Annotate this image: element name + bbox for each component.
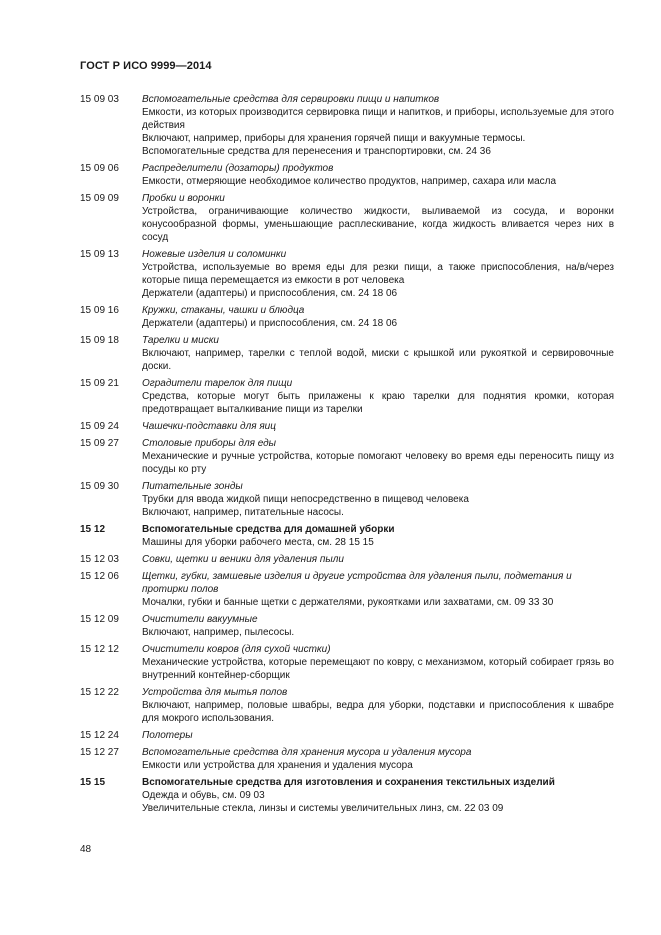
- entry-code: 15 12 24: [80, 730, 119, 741]
- entry-title: Тарелки и миски: [142, 335, 219, 346]
- entry-title: Вспомогательные средства для домашней уборки: [142, 524, 395, 535]
- classification-entry: [80, 248, 614, 300]
- entry-code: 15 12 09: [80, 614, 119, 625]
- entry-body: [142, 613, 614, 639]
- entry-code: 15 09 16: [80, 305, 119, 316]
- entry-title: Распределители (дозаторы) продуктов: [142, 163, 334, 174]
- entry-description: Включают, например, половые швабры, ведра для уборки, подставки и приспособления к швабре для мокрого использования.: [142, 700, 614, 724]
- entry-title: Полотеры: [142, 730, 193, 741]
- entry-title: Совки, щетки и веники для удаления пыли: [142, 554, 344, 565]
- entry-code: 15 12 06: [80, 571, 119, 582]
- entry-body: [142, 553, 614, 566]
- entry-description: Держатели (адаптеры) и приспособления, см. 24 18 06: [142, 318, 398, 329]
- entry-body: [142, 480, 614, 519]
- classification-entry: [80, 377, 614, 416]
- entry-body: [142, 377, 614, 416]
- entry-description: Включают, например, питательные насосы.: [142, 507, 344, 518]
- entry-code: 15 12: [80, 524, 106, 535]
- entry-description: Средства, которые могут быть прилажены к краю тарелки для поднятия кромки, которая предотвращает выталкивание пищи из тарелки: [142, 391, 614, 415]
- entry-description: Устройства, ограничивающие количество жидкости, выливаемой из сосуда, и воронки конусообразной формы, уменьшающие расплескивание, когда жидкость вливается через них в сосуд: [142, 206, 614, 243]
- classification-entry: [80, 686, 614, 725]
- entry-body: [142, 304, 614, 330]
- entry-description: Включают, например, приборы для хранения горячей пищи и вакуумные термосы.: [142, 133, 526, 144]
- classification-entry: [80, 334, 614, 373]
- entry-body: [142, 248, 614, 300]
- entry-code: 15 09 03: [80, 94, 119, 105]
- entry-code: 15 09 18: [80, 335, 119, 346]
- document-header: ГОСТ Р ИСО 9999—2014: [80, 60, 212, 72]
- classification-entry: [80, 570, 614, 609]
- classification-entry: [80, 746, 614, 772]
- classification-entry: [80, 553, 614, 566]
- entry-code: 15 12 27: [80, 747, 119, 758]
- classification-entry: [80, 162, 614, 188]
- classification-entry: [80, 523, 614, 549]
- entry-code: 15 15: [80, 777, 106, 788]
- entry-title: Вспомогательные средства для хранения мусора и удаления мусора: [142, 747, 472, 758]
- entry-code: 15 09 06: [80, 163, 119, 174]
- entry-title: Устройства для мытья полов: [142, 687, 288, 698]
- entry-body: [142, 746, 614, 772]
- entry-code: 15 09 27: [80, 438, 119, 449]
- entry-description: Включают, например, тарелки с теплой водой, миски с крышкой или рукояткой и сервировочные доски.: [142, 348, 614, 372]
- entry-code: 15 09 21: [80, 378, 119, 389]
- entry-description: Механические устройства, которые перемещают по ковру, с механизмом, который собирает грязь во внутренний контейнер-сборщик: [142, 657, 614, 681]
- entry-title: Столовые приборы для еды: [142, 438, 277, 449]
- entry-body: [142, 93, 614, 158]
- entry-body: [142, 523, 614, 549]
- entry-body: [142, 334, 614, 373]
- entry-body: [142, 643, 614, 682]
- entry-body: [142, 420, 614, 433]
- entry-title: Очистители ковров (для сухой чистки): [142, 644, 331, 655]
- entry-title: Очистители вакуумные: [142, 614, 258, 625]
- entry-title: Оградители тарелок для пищи: [142, 378, 293, 389]
- entry-body: [142, 686, 614, 725]
- entry-body: [142, 162, 614, 188]
- entry-code: 15 09 13: [80, 249, 119, 260]
- entry-title: Питательные зонды: [142, 481, 243, 492]
- entry-title: Кружки, стаканы, чашки и блюдца: [142, 305, 305, 316]
- classification-entry: [80, 192, 614, 244]
- entry-description: Емкости, отмеряющие необходимое количество продуктов, например, сахара или масла: [142, 176, 557, 187]
- entry-description: Увеличительные стекла, линзы и системы увеличительных линз, см. 22 03 09: [142, 803, 504, 814]
- entry-code: 15 09 09: [80, 193, 119, 204]
- entry-title: Чашечки-подставки для яиц: [142, 421, 276, 432]
- classification-entry: [80, 729, 614, 742]
- classification-entry: [80, 776, 614, 815]
- entry-description: Включают, например, пылесосы.: [142, 627, 295, 638]
- entry-title: Вспомогательные средства для изготовления и сохранения текстильных изделий: [142, 777, 555, 788]
- entry-title: Вспомогательные средства для сервировки пищи и напитков: [142, 94, 440, 105]
- entry-title: Пробки и воронки: [142, 193, 225, 204]
- classification-entries: [80, 93, 614, 819]
- entry-code: 15 09 24: [80, 421, 119, 432]
- classification-entry: [80, 480, 614, 519]
- page-number: 48: [80, 844, 92, 855]
- entry-title: Ножевые изделия и соломинки: [142, 249, 287, 260]
- entry-description: Устройства, используемые во время еды для резки пищи, а также приспособления, на/в/через которые пища перемещается из емкости в рот человека: [142, 262, 614, 286]
- entry-description: Емкости, из которых производится сервировка пищи и напитков, и приборы, используемые для этого действия: [142, 107, 614, 131]
- entry-code: 15 09 30: [80, 481, 119, 492]
- entry-description: Держатели (адаптеры) и приспособления, см. 24 18 06: [142, 288, 398, 299]
- entry-code: 15 12 12: [80, 644, 119, 655]
- classification-entry: [80, 304, 614, 330]
- classification-entry: [80, 437, 614, 476]
- entry-code: 15 12 03: [80, 554, 119, 565]
- entry-body: [142, 570, 614, 609]
- entry-description: Трубки для ввода жидкой пищи непосредственно в пищевод человека: [142, 494, 469, 505]
- entry-description: Механические и ручные устройства, которые помогают человеку во время еды переносить пищу из посуды ко рту: [142, 451, 614, 475]
- classification-entry: [80, 93, 614, 158]
- entry-body: [142, 192, 614, 244]
- classification-entry: [80, 420, 614, 433]
- entry-body: [142, 776, 614, 815]
- entry-description: Машины для уборки рабочего места, см. 28 15 15: [142, 537, 374, 548]
- entry-code: 15 12 22: [80, 687, 119, 698]
- entry-description: Мочалки, губки и банные щетки с держателями, рукоятками или захватами, см. 09 33 30: [142, 597, 554, 608]
- entry-body: [142, 729, 614, 742]
- entry-description: Одежда и обувь, см. 09 03: [142, 790, 265, 801]
- entry-title: Щетки, губки, замшевые изделия и другие устройства для удаления пыли, подметания и протирки полов: [142, 571, 572, 595]
- entry-body: [142, 437, 614, 476]
- classification-entry: [80, 643, 614, 682]
- entry-description: Вспомогательные средства для перенесения и транспортировки, см. 24 36: [142, 146, 491, 157]
- classification-entry: [80, 613, 614, 639]
- entry-description: Емкости или устройства для хранения и удаления мусора: [142, 760, 413, 771]
